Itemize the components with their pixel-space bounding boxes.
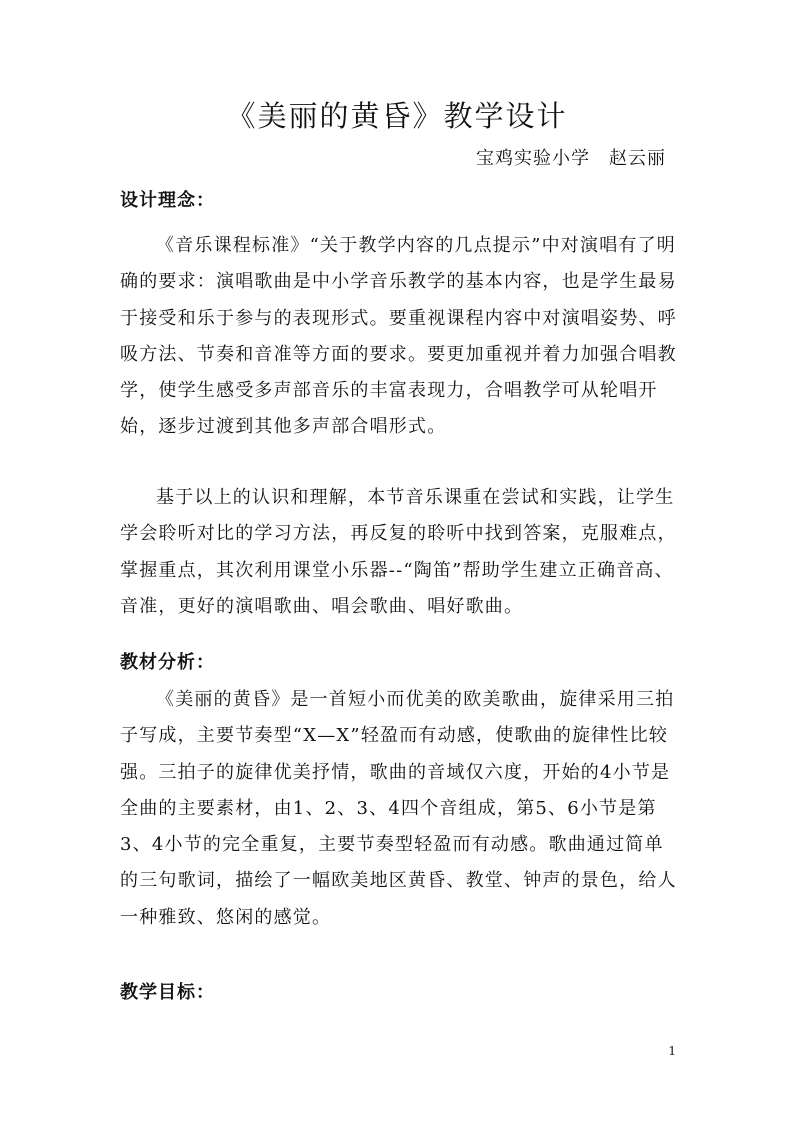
section-heading-design-concept: 设计理念：	[120, 190, 215, 211]
author-line: 宝鸡实验小学 赵云丽	[476, 148, 666, 169]
document-title: 《美丽的黄昏》教学设计	[226, 99, 568, 133]
paragraph-design-concept-2: 基于以上的认识和理解，本节音乐课重在尝试和实践，让学生学会聆听对比的学习方法，再反复的聆听中找到答案，克服难点，掌握重点，其次利用课堂小乐器--“陶笛”帮助学生建立正确音高、音准，更好的演唱歌曲、唱会歌曲、唱好歌曲。	[120, 487, 677, 617]
page-number: 1	[668, 1044, 676, 1058]
paragraph-design-concept-1: 《音乐课程标准》“关于教学内容的几点提示”中对演唱有了明确的要求：演唱歌曲是中小学音乐教学的基本内容，也是学生最易于接受和乐于参与的表现形式。要重视课程内容中对演唱姿势、呼吸方法、节奏和音准等方面的要求。要更加重视并着力加强合唱教学，使学生感受多声部音乐的丰富表现力，合唱教学可从轮唱开始，逐步过渡到其他多声部合唱形式。	[120, 235, 677, 438]
paragraph-material-analysis: 《美丽的黄昏》是一首短小而优美的欧美歌曲，旋律采用三拍子写成，主要节奏型“X—X”轻盈而有动感，使歌曲的旋律性比较强。三拍子的旋律优美抒情，歌曲的音域仅六度，开始的4小节是全曲的主要素材，由1、2、3、4四个音组成，第5、6小节是第3、4小节的完全重复，主要节奏型轻盈而有动感。歌曲通过简单的三句歌词，描绘了一幅欧美地区黄昏、教堂、钟声的景色，给人一种雅致、悠闲的感觉。	[120, 689, 677, 928]
section-heading-material-analysis: 教材分析：	[120, 652, 215, 673]
section-heading-teaching-goals: 教学目标：	[120, 982, 215, 1003]
